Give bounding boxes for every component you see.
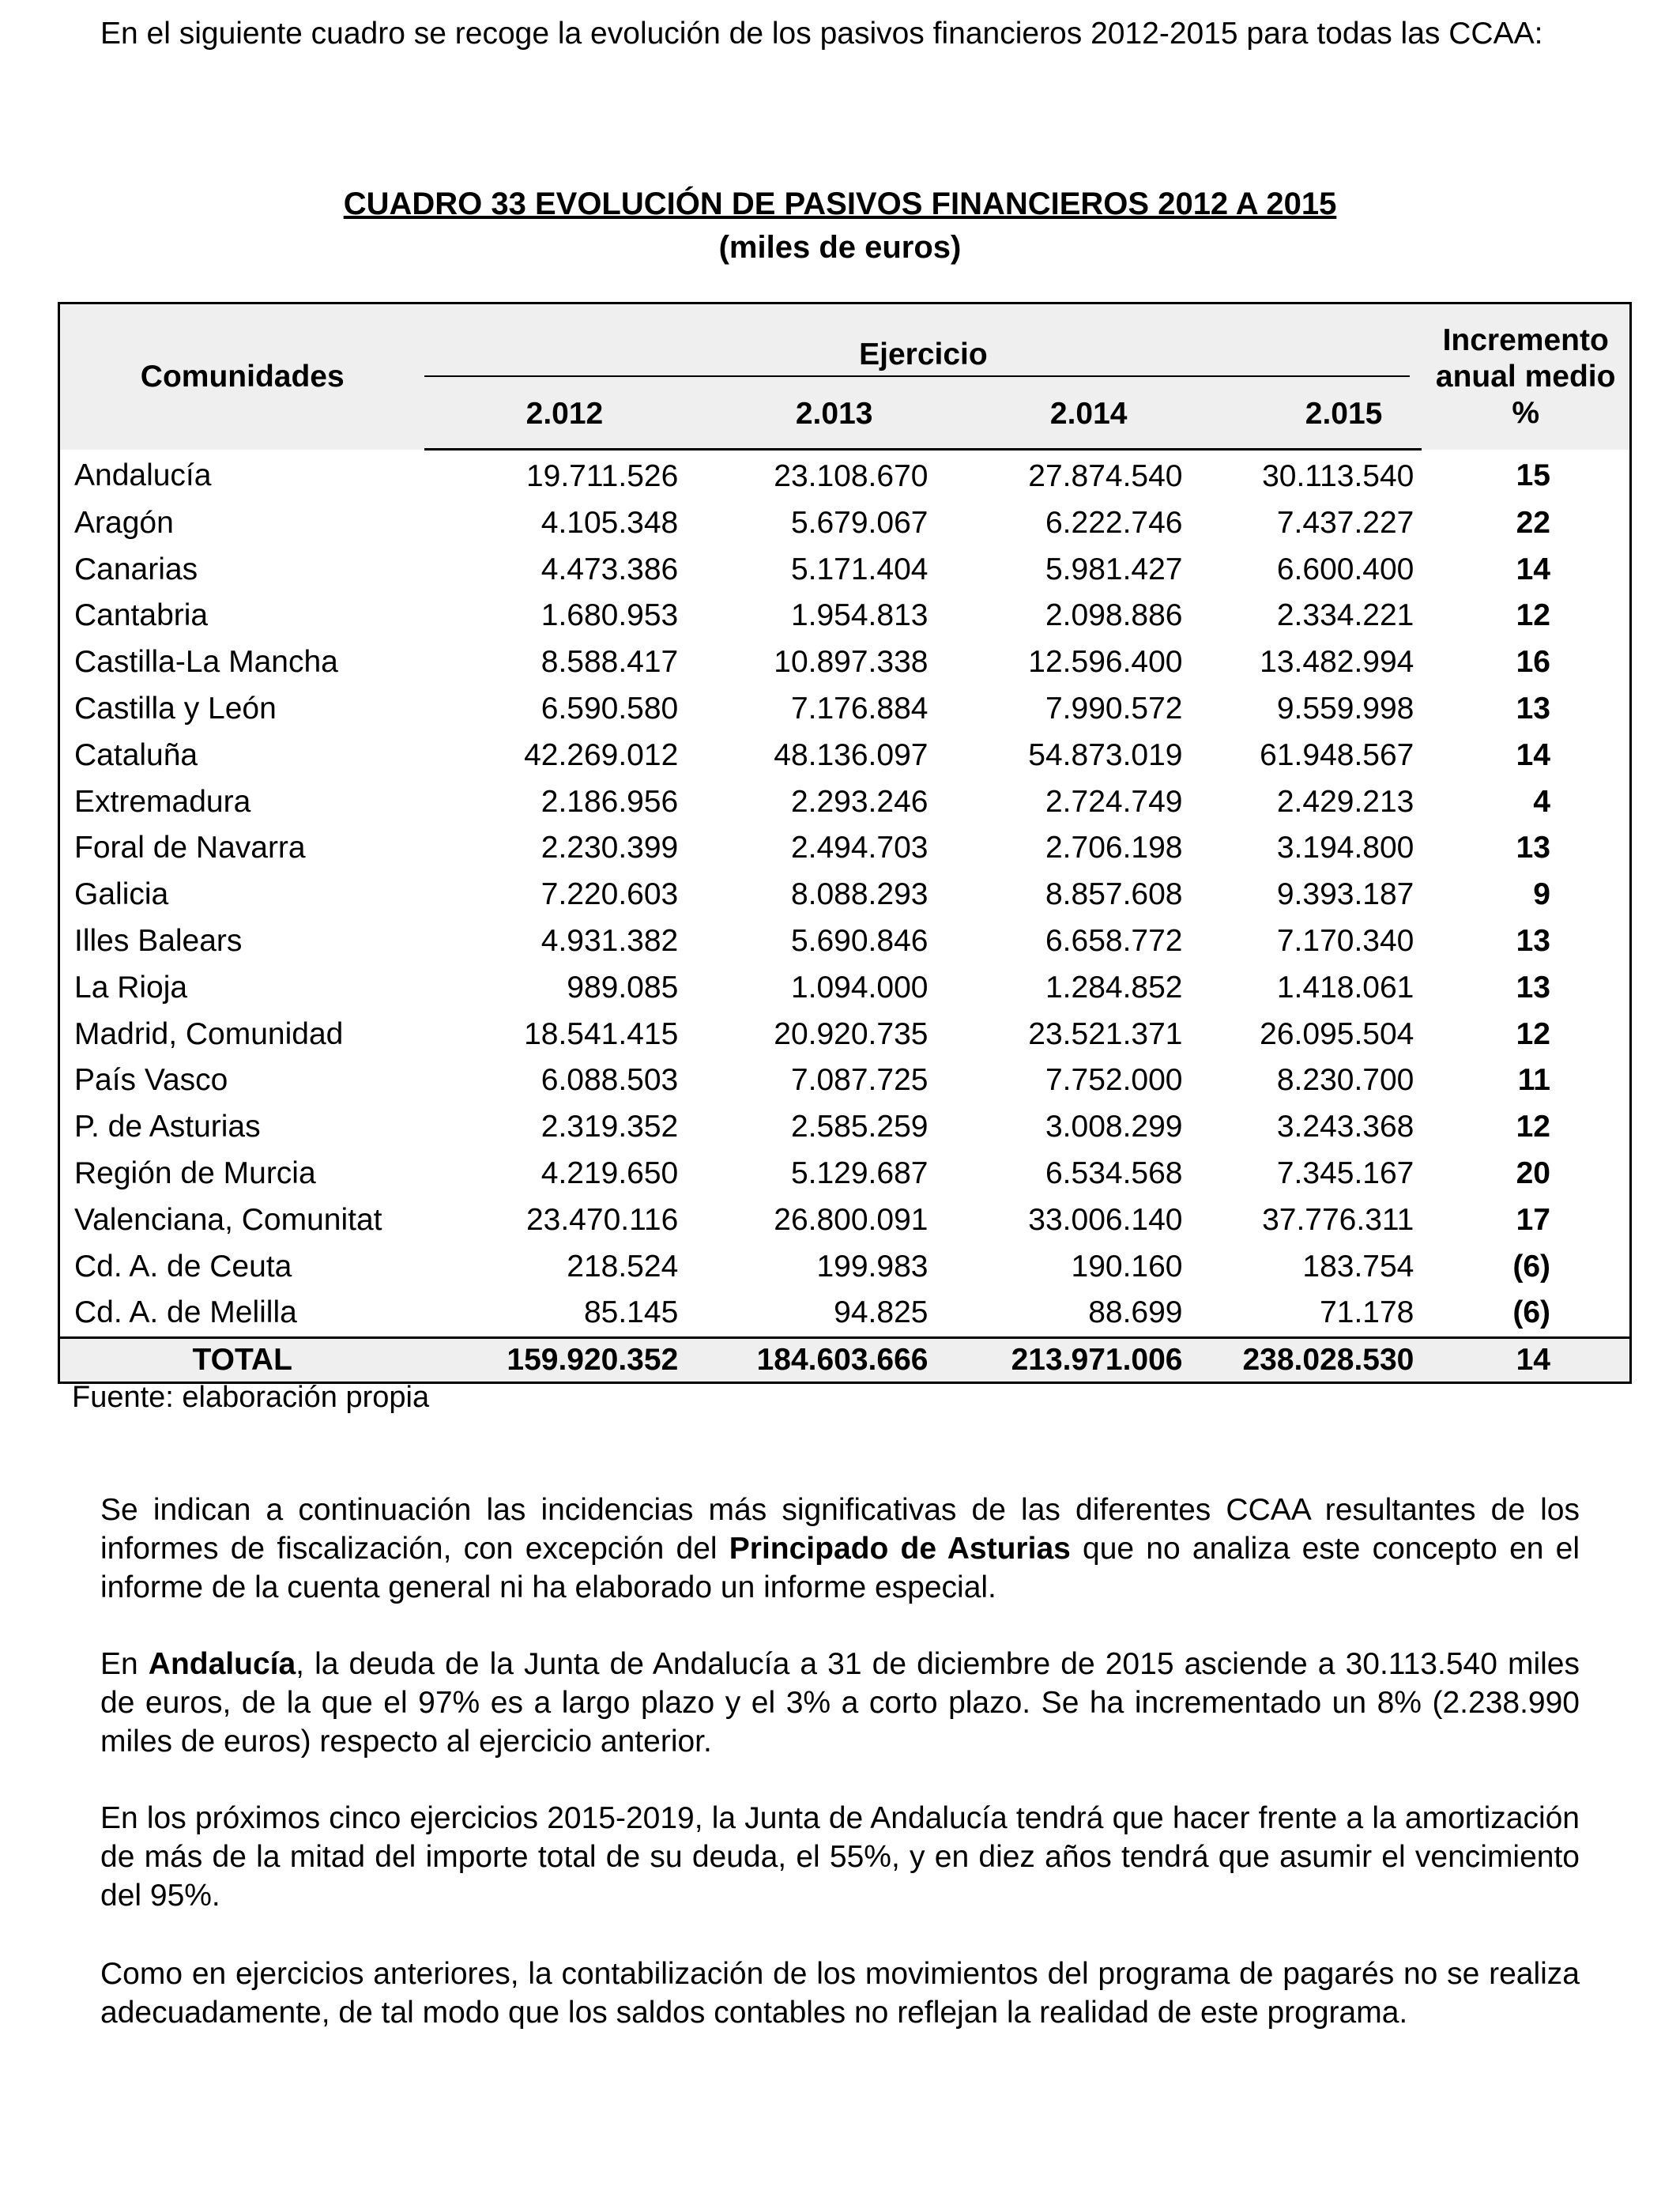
row-value-2015: 2.429.213 xyxy=(1276,784,1414,819)
row-value-2014: 2.724.749 xyxy=(1045,784,1183,819)
row-incremento: (6) xyxy=(1512,1295,1550,1330)
table-row xyxy=(59,547,1631,594)
table-row xyxy=(59,733,1631,779)
row-value-2014: 12.596.400 xyxy=(1028,645,1183,680)
row-name: P. de Asturias xyxy=(74,1110,261,1144)
p2-bold-andalucia: Andalucía xyxy=(148,1647,296,1681)
header-year-2014: 2.014 xyxy=(936,377,1190,450)
p2-text-c: , la deuda de la Junta de Andalucía a 31 de diciembre de 2015 asciende a 30.113.540 miles de euros, de la que el 97% es a largo plazo y el 3% a corto plazo. Se ha incrementado un 8% (2.238.990 miles de euros) respecto al ejercicio anterior. xyxy=(100,1647,1580,1759)
row-value-2012: 989.085 xyxy=(567,970,679,1005)
row-value-2014: 6.534.568 xyxy=(1045,1155,1183,1190)
header-comunidades: Comunidades xyxy=(59,303,425,450)
row-value-2015: 7.345.167 xyxy=(1276,1155,1414,1190)
row-name: La Rioja xyxy=(74,970,188,1005)
row-value-2015: 37.776.311 xyxy=(1262,1202,1414,1237)
row-value-2012: 2.319.352 xyxy=(541,1110,679,1144)
row-value-2012: 2.186.956 xyxy=(541,784,679,819)
row-value-2012: 42.269.012 xyxy=(524,737,679,772)
row-name: Cantabria xyxy=(74,598,209,633)
row-value-2015: 9.559.998 xyxy=(1276,691,1414,726)
table-row xyxy=(59,1057,1631,1104)
row-value-2014: 88.699 xyxy=(1088,1295,1183,1330)
row-value-2015: 9.393.187 xyxy=(1276,877,1414,912)
row-value-2013: 2.293.246 xyxy=(790,784,929,819)
header-ejercicio-rule xyxy=(424,375,1410,377)
row-value-2013: 5.171.404 xyxy=(790,552,929,586)
row-incremento: (6) xyxy=(1512,1249,1550,1284)
row-incremento: 16 xyxy=(1516,645,1550,680)
row-name: Canarias xyxy=(74,552,198,586)
header-year-2012: 2.012 xyxy=(424,377,686,450)
row-value-2013: 48.136.097 xyxy=(774,737,929,772)
row-value-2012: 4.473.386 xyxy=(541,552,679,586)
row-incremento: 12 xyxy=(1516,1016,1550,1051)
row-incremento: 13 xyxy=(1516,923,1550,958)
row-value-2015: 8.230.700 xyxy=(1276,1063,1414,1098)
row-incremento: 12 xyxy=(1516,1110,1550,1144)
row-value-2012: 4.105.348 xyxy=(541,505,679,540)
table-row xyxy=(59,500,1631,547)
table-row xyxy=(59,1290,1631,1337)
row-value-2014: 54.873.019 xyxy=(1028,737,1183,772)
table-row xyxy=(59,1244,1631,1291)
table-row xyxy=(59,779,1631,826)
row-value-2012: 23.470.116 xyxy=(525,1202,679,1237)
total-2014: 213.971.006 xyxy=(936,1338,1190,1383)
table-row xyxy=(59,639,1631,686)
total-label: TOTAL xyxy=(59,1338,425,1383)
row-value-2013: 5.129.687 xyxy=(790,1155,929,1190)
table-row xyxy=(59,593,1631,639)
table-body xyxy=(59,450,1631,1338)
row-name: Foral de Navarra xyxy=(74,831,306,865)
row-value-2014: 6.222.746 xyxy=(1045,505,1183,540)
row-value-2015: 71.178 xyxy=(1320,1295,1414,1330)
row-value-2014: 1.284.852 xyxy=(1045,970,1183,1005)
row-name: Castilla-La Mancha xyxy=(74,645,338,680)
row-value-2012: 6.088.503 xyxy=(541,1063,679,1098)
row-value-2015: 2.334.221 xyxy=(1276,598,1414,633)
table-row xyxy=(59,872,1631,918)
source-note: Fuente: elaboración propia xyxy=(72,1381,430,1414)
row-value-2014: 7.990.572 xyxy=(1045,691,1183,726)
row-incremento: 4 xyxy=(1533,784,1550,819)
paragraph-andalucia xyxy=(100,1645,1580,1761)
header-incremento-line2: anual medio xyxy=(1435,359,1616,394)
row-value-2014: 6.658.772 xyxy=(1045,923,1183,958)
row-value-2015: 7.170.340 xyxy=(1276,923,1414,958)
row-value-2012: 6.590.580 xyxy=(541,691,679,726)
row-name: Cd. A. de Ceuta xyxy=(74,1249,292,1284)
header-incremento-line1: Incremento xyxy=(1442,322,1609,357)
row-name: Illes Balears xyxy=(74,923,243,958)
row-name: País Vasco xyxy=(74,1063,228,1098)
row-value-2014: 7.752.000 xyxy=(1045,1063,1183,1098)
row-value-2013: 94.825 xyxy=(834,1295,929,1330)
row-incremento: 15 xyxy=(1516,458,1550,493)
row-incremento: 11 xyxy=(1517,1063,1550,1098)
row-value-2015: 7.437.227 xyxy=(1276,505,1414,540)
row-value-2012: 4.931.382 xyxy=(541,923,679,958)
row-value-2012: 18.541.415 xyxy=(524,1016,679,1051)
row-name: Extremadura xyxy=(74,784,251,819)
row-value-2013: 1.954.813 xyxy=(790,598,929,633)
row-name: Andalucía xyxy=(74,458,212,493)
row-value-2013: 8.088.293 xyxy=(790,877,929,912)
table-row xyxy=(59,686,1631,733)
row-name: Cd. A. de Melilla xyxy=(74,1295,297,1330)
row-value-2013: 7.087.725 xyxy=(790,1063,929,1098)
table-subtitle: (miles de euros) xyxy=(718,230,962,265)
p1-bold-asturias: Principado de Asturias xyxy=(729,1532,1071,1566)
header-year-2013: 2.013 xyxy=(686,377,936,450)
row-value-2015: 13.482.994 xyxy=(1260,645,1414,680)
row-value-2012: 218.524 xyxy=(567,1249,679,1284)
row-value-2014: 27.874.540 xyxy=(1028,459,1183,493)
row-value-2015: 183.754 xyxy=(1302,1249,1414,1284)
pasivos-table xyxy=(58,302,1632,1384)
row-value-2014: 33.006.140 xyxy=(1028,1202,1183,1237)
row-name: Valenciana, Comunitat xyxy=(74,1202,382,1237)
row-value-2012: 4.219.650 xyxy=(541,1155,679,1190)
paragraph-incidencias xyxy=(100,1491,1580,1607)
table-row xyxy=(59,1104,1631,1151)
intro-paragraph: En el siguiente cuadro se recoge la evolución de los pasivos financieros 2012-2015 para todas las CCAA: xyxy=(100,17,1543,51)
row-value-2014: 2.098.886 xyxy=(1045,598,1183,633)
row-value-2014: 5.981.427 xyxy=(1045,552,1183,586)
row-value-2012: 2.230.399 xyxy=(541,831,679,865)
row-value-2014: 3.008.299 xyxy=(1045,1110,1183,1144)
row-name: Castilla y León xyxy=(74,691,277,726)
table-title: CUADRO 33 EVOLUCIÓN DE PASIVOS FINANCIEROS 2012 A 2015 xyxy=(343,187,1337,221)
row-value-2012: 19.711.526 xyxy=(525,459,679,493)
row-name: Región de Murcia xyxy=(74,1155,316,1190)
row-incremento: 20 xyxy=(1516,1155,1550,1190)
row-value-2013: 2.585.259 xyxy=(790,1110,929,1144)
total-row xyxy=(59,1338,1631,1383)
table-row xyxy=(59,450,1631,500)
row-value-2014: 2.706.198 xyxy=(1045,831,1183,865)
row-incremento: 12 xyxy=(1516,598,1550,633)
row-value-2014: 8.857.608 xyxy=(1045,877,1183,912)
row-name: Galicia xyxy=(74,877,169,912)
header-ejercicio xyxy=(424,303,1422,378)
row-incremento: 13 xyxy=(1516,970,1550,1005)
p1-text-a: Se indican a continuación las incidencias más significativas de las diferentes CCAA resultantes de los informes de fiscalización, con excepción del xyxy=(100,1493,1580,1566)
row-value-2013: 5.690.846 xyxy=(790,923,929,958)
header-incremento xyxy=(1422,303,1630,450)
paragraph-pagares: Como en ejercicios anteriores, la contabilización de los movimientos del programa de pagarés no se realiza adecuadamente, de tal modo que los saldos contables no reflejan la realidad de este programa. xyxy=(100,1957,1580,2030)
table-row xyxy=(59,1151,1631,1197)
row-value-2013: 199.983 xyxy=(816,1249,929,1284)
row-value-2013: 10.897.338 xyxy=(774,645,929,680)
table-row xyxy=(59,1012,1631,1058)
table-row xyxy=(59,1197,1631,1244)
header-ejercicio-label: Ejercicio xyxy=(859,337,988,371)
total-2013: 184.603.666 xyxy=(686,1338,936,1383)
total-incremento: 14 xyxy=(1422,1338,1630,1383)
row-value-2015: 26.095.504 xyxy=(1260,1016,1414,1051)
row-name: Madrid, Comunidad xyxy=(74,1016,344,1051)
row-value-2013: 5.679.067 xyxy=(790,505,929,540)
paragraph-amortizacion: En los próximos cinco ejercicios 2015-2019, la Junta de Andalucía tendrá que hacer frente a la amortización de más de la mitad del importe total de su deuda, el 55%, y en diez años tendrá que asumir el vencimiento del 95%. xyxy=(100,1801,1580,1913)
table-row xyxy=(59,965,1631,1012)
row-value-2015: 6.600.400 xyxy=(1276,552,1414,586)
row-value-2014: 190.160 xyxy=(1071,1249,1183,1284)
row-value-2015: 3.243.368 xyxy=(1276,1110,1414,1144)
row-value-2013: 1.094.000 xyxy=(790,970,929,1005)
row-value-2012: 85.145 xyxy=(583,1295,679,1330)
row-incremento: 13 xyxy=(1516,691,1550,726)
p1-text-c: que no analiza este concepto en el informe de la cuenta general ni ha elaborado un informe especial. xyxy=(100,1532,1580,1604)
row-value-2013: 7.176.884 xyxy=(790,691,929,726)
row-value-2013: 23.108.670 xyxy=(774,459,929,493)
row-value-2013: 20.920.735 xyxy=(774,1016,929,1051)
row-incremento: 14 xyxy=(1516,552,1550,586)
total-2015: 238.028.530 xyxy=(1191,1338,1422,1383)
row-name: Cataluña xyxy=(74,737,198,772)
header-incremento-line3: % xyxy=(1512,395,1540,430)
row-incremento: 22 xyxy=(1516,505,1550,540)
row-value-2015: 61.948.567 xyxy=(1260,737,1414,772)
row-value-2015: 3.194.800 xyxy=(1276,831,1414,865)
row-value-2013: 2.494.703 xyxy=(790,831,929,865)
row-value-2012: 7.220.603 xyxy=(541,877,679,912)
table-row xyxy=(59,825,1631,872)
row-value-2014: 23.521.371 xyxy=(1028,1016,1183,1051)
row-value-2015: 30.113.540 xyxy=(1262,459,1414,493)
row-incremento: 9 xyxy=(1533,877,1550,912)
header-year-2015: 2.015 xyxy=(1191,377,1422,450)
row-incremento: 14 xyxy=(1516,737,1550,772)
p2-text-a: En xyxy=(100,1647,149,1681)
row-value-2012: 1.680.953 xyxy=(541,598,679,633)
row-incremento: 17 xyxy=(1516,1202,1550,1237)
row-value-2015: 1.418.061 xyxy=(1276,970,1414,1005)
total-2012: 159.920.352 xyxy=(424,1338,686,1383)
row-value-2012: 8.588.417 xyxy=(541,645,679,680)
row-value-2013: 26.800.091 xyxy=(774,1202,929,1237)
row-incremento: 13 xyxy=(1516,831,1550,865)
row-name: Aragón xyxy=(74,505,174,540)
table-row xyxy=(59,918,1631,965)
